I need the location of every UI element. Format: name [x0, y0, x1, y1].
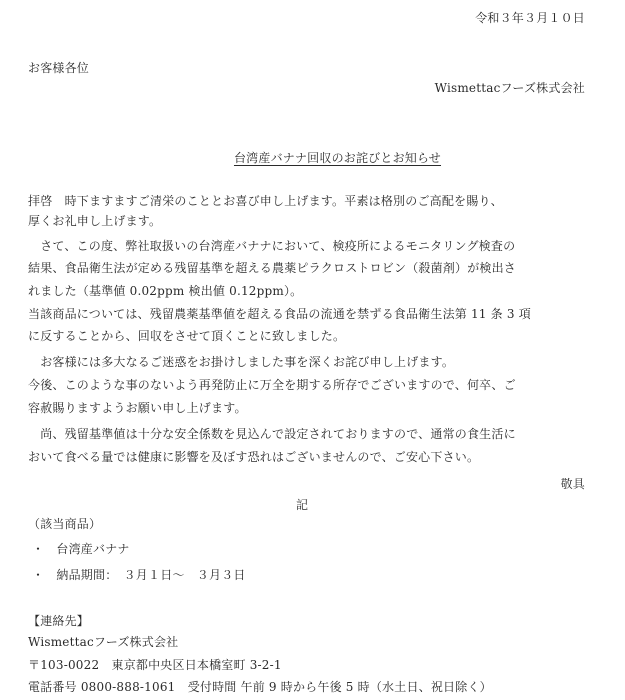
body-line: 尚、残留基準値は十分な安全係数を見込んで設定されておりますので、通常の食生活に	[28, 427, 516, 441]
contact-phone: 電話番号 0800-888-1061 受付時間 午前 9 時から午後 5 時（水土日、祝日除く）	[28, 680, 492, 694]
contact-company: Wismettacフーズ株式会社	[28, 635, 179, 649]
notice-title: 台湾産バナナ回収のお詫びとお知らせ	[233, 151, 442, 165]
body-line: 結果、食品衛生法が定める残留基準を超える農薬ピラクロストロビン（殺菌剤）が検出さ	[28, 261, 517, 275]
body-line: お客様には多大なるご迷惑をお掛けしました事を深くお詫び申し上げます。	[28, 355, 455, 369]
item-period: ・ 納品期間： ３月１日～ ３月３日	[32, 568, 246, 582]
body-line: おいて食べる量では健康に影響を及ぼす恐れはございませんので、ご安心下さい。	[28, 450, 480, 464]
contact-heading: 【連絡先】	[28, 614, 90, 628]
closing-keigu: 敬具	[560, 477, 585, 491]
addressee: お客様各位	[28, 61, 90, 75]
body-line: 今後、このような事のないよう再発防止に万全を期する所存でございますので、何卒、ご	[28, 378, 516, 392]
items-heading: （該当商品）	[28, 517, 102, 531]
body-line: に反することから、回収をさせて頂くことに致しました。	[28, 329, 346, 343]
body-line: 厚くお礼申し上げます。	[28, 214, 162, 228]
document-date: 令和３年３月１０日	[475, 11, 585, 25]
sender-company: Wismettacフーズ株式会社	[434, 81, 585, 95]
body-line: 容赦賜りますようお願い申し上げます。	[28, 401, 247, 415]
body-line: さて、この度、弊社取扱いの台湾産バナナにおいて、検疫所によるモニタリング検査の	[28, 239, 516, 253]
contact-address: 〒103-0022 東京都中央区日本橋室町 3-2-1	[28, 658, 282, 672]
item-product: ・ 台湾産バナナ	[32, 542, 130, 556]
ki-heading: 記	[296, 498, 309, 512]
body-line: れました（基準値 0.02ppm 検出値 0.12ppm）。	[28, 284, 303, 298]
body-line: 拝啓 時下ますますご清栄のこととお喜び申し上げます。平素は格別のご高配を賜り、	[28, 194, 503, 208]
body-line: 当該商品については、残留農薬基準値を超える食品の流通を禁ずる食品衛生法第 11 条 3 項	[28, 307, 531, 321]
